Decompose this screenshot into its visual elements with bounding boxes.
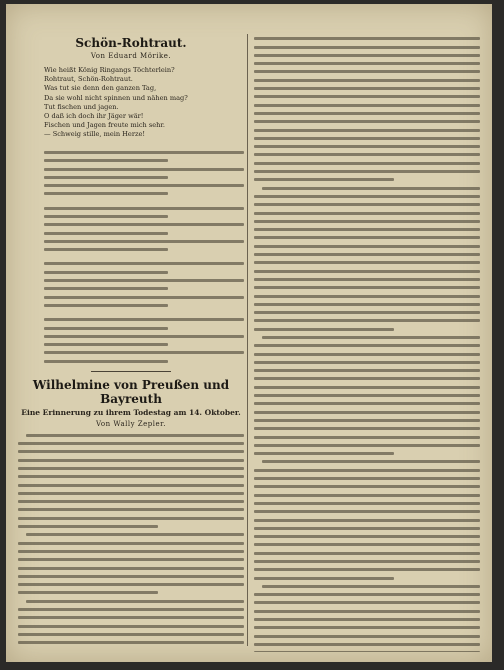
article-title: Wilhelmine von Preußen und Bayreuth	[32, 377, 230, 406]
poem-title: Schön-Rohtraut.	[75, 36, 187, 50]
poem-line: O daß ich doch ihr Jäger wär!	[44, 112, 144, 121]
poem-body	[18, 66, 244, 363]
section-divider	[91, 371, 171, 372]
article-body-left	[18, 434, 244, 644]
right-column	[254, 32, 480, 652]
article-byline: Von Wally Zepler.	[96, 419, 166, 428]
poem-line: Wie heißt König Ringangs Töchterlein?	[44, 66, 175, 74]
column-rule	[247, 34, 248, 646]
article-body-right	[254, 37, 480, 652]
poem-line: Da sie wohl nicht spinnen und nähen mag?	[44, 93, 188, 102]
article-subtitle: Eine Erinnerung zu ihrem Todestag am 14. Oktober.	[21, 407, 241, 417]
poem-byline: Von Eduard Mörike.	[90, 52, 172, 60]
poem-line: Was tut sie denn den ganzen Tag,	[44, 84, 157, 93]
poem-line: Tut fischen und jagen.	[44, 102, 119, 111]
left-column	[18, 32, 244, 652]
poem-line: Fischen und Jagen freute mich sehr.	[44, 121, 165, 130]
poem-line: Rohtraut, Schön-Rohtraut.	[44, 75, 133, 84]
newspaper-page	[6, 4, 492, 662]
poem-remaining-stanzas	[44, 151, 244, 363]
poem-line: — Schweig stille, mein Herze!	[44, 130, 146, 139]
